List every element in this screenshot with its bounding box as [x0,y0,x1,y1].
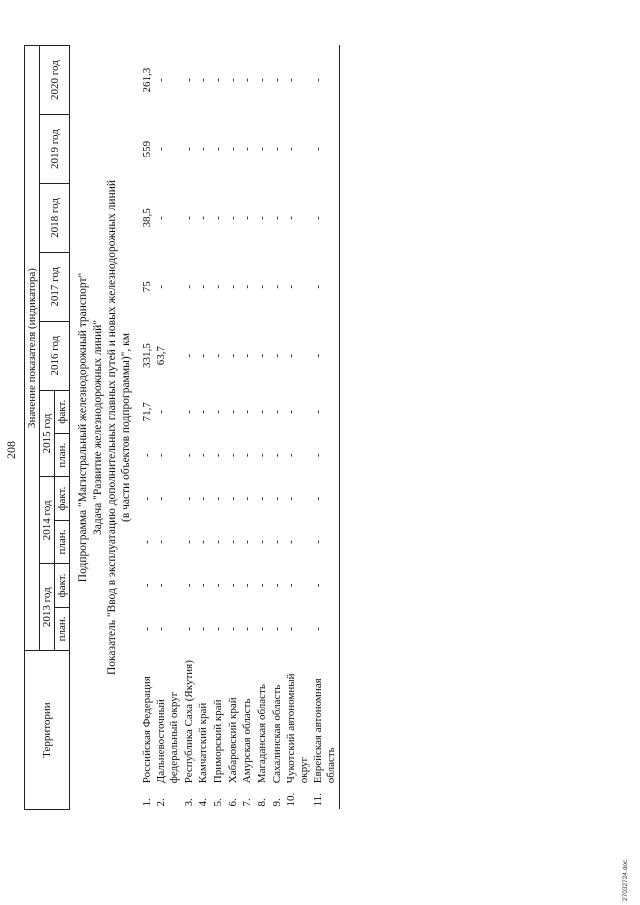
territory-name: Амурская область [241,698,254,784]
value-cell: - [182,78,195,82]
territory-name: Дальневосточный федеральный округ [155,691,181,784]
value-cell: - [226,627,239,631]
fact-header: факт. [55,564,70,607]
year-header-2015: 2015 год [40,390,55,477]
value-cell: - [270,409,283,414]
value-cell: - [197,147,210,151]
plan-header: план. [55,607,70,650]
table-row [154,46,181,810]
value-cell: - [285,284,298,289]
value-cell: - [270,147,283,151]
value-cell: - [211,453,224,458]
value-cell: - [285,78,298,82]
table-row [255,46,270,810]
value-cell: - [226,496,239,501]
table-row [182,46,197,810]
value-cell: - [226,409,239,414]
value-cell: 63,7 [155,346,168,366]
row-number: 8. [255,798,268,807]
value-cell: - [197,627,210,631]
value-cell: - [226,540,239,544]
value-cell: - [155,147,168,151]
value-cell: - [270,627,283,631]
value-cell: - [255,496,268,501]
fact-header: факт. [55,390,70,433]
value-cell: - [255,409,268,414]
value-cell: - [197,409,210,414]
value-cell: - [211,496,224,501]
value-cell: - [255,216,268,220]
value-cell: - [182,409,195,414]
value-cell: - [312,147,325,151]
value-cell: - [211,583,224,588]
value-cell: - [270,453,283,458]
value-cell: - [285,453,298,458]
value-cell: - [211,540,224,544]
value-cell: - [270,284,283,289]
value-cell: - [255,284,268,289]
value-cell: - [155,216,168,220]
value-cell: - [226,78,239,82]
row-number: 3. [182,798,195,807]
year-header-2019: 2019 год [40,115,70,184]
value-cell: - [226,453,239,458]
value-cell: - [140,453,153,458]
value-cell: - [241,409,254,414]
value-cell: - [241,496,254,501]
value-cell: - [241,284,254,289]
value-cell: - [270,540,283,544]
value-cell: - [241,78,254,82]
value-cell: - [182,540,195,544]
row-number: 10. [285,792,298,807]
value-cell: - [197,453,210,458]
table-bottom-rule [339,46,344,810]
value-cell: - [255,627,268,631]
value-cell: - [241,216,254,220]
value-cell: - [241,353,254,358]
value-cell: - [241,540,254,544]
subprogram-title: Подпрограмма "Магистральный железнодорожный транспорт" [77,272,90,583]
value-cell: - [226,147,239,151]
value-cell: - [211,353,224,358]
value-cell: - [155,78,168,82]
indicator-value-header: Значение показателя (индикатора) [25,46,40,651]
value-cell: - [155,540,168,544]
value-cell: - [197,284,210,289]
value-cell: - [241,627,254,631]
year-header-2020: 2020 год [40,46,70,115]
value-cell: 71,7 [140,402,153,422]
value-cell: - [285,627,298,631]
table-row [211,46,226,810]
value-cell: - [255,78,268,82]
row-number: 4. [197,798,210,807]
value-cell: - [155,496,168,501]
value-cell: 261,3 [140,67,153,93]
value-cell: 75 [140,281,153,293]
value-cell: - [211,627,224,631]
indicator-title-line1: Показатель "Ввод в эксплуатацию дополнительных главных путей и новых железнодорожных линий [106,179,119,676]
row-number: 2. [155,798,168,807]
value-cell: - [255,583,268,588]
value-cell: - [155,583,168,588]
value-cell: - [312,353,325,358]
table-row [270,46,285,810]
value-cell: - [182,216,195,220]
value-cell: - [211,78,224,82]
value-cell: - [197,353,210,358]
territory-name: Камчатский край [197,702,210,784]
year-header-2013: 2013 год [40,564,55,651]
row-number: 7. [241,798,254,807]
value-cell: - [312,583,325,588]
value-cell: - [285,409,298,414]
value-cell: - [226,583,239,588]
value-cell: - [211,284,224,289]
table-row [140,46,155,810]
document-id: 27032724.doc [622,859,629,901]
value-cell: - [270,496,283,501]
value-cell: - [155,409,168,414]
value-cell: - [312,627,325,631]
row-number: 5. [211,798,224,807]
territory-name: Чукотский автономный округ [285,673,310,784]
value-cell: - [255,147,268,151]
year-header-2016: 2016 год [40,321,70,390]
task-title: Задача "Развитие железнодорожных линий" [91,320,104,535]
table-row [226,46,241,810]
territory-name: Российская Федерация [140,676,153,784]
value-cell: - [285,353,298,358]
value-cell: - [140,583,153,588]
value-cell: - [226,284,239,289]
value-cell: - [182,627,195,631]
value-cell: - [182,284,195,289]
value-cell: - [182,147,195,151]
row-number: 1. [140,798,153,807]
value-cell: - [285,583,298,588]
value-cell: - [255,353,268,358]
page-number: 208 [4,441,18,459]
value-cell: - [155,284,168,289]
value-cell: - [270,353,283,358]
value-cell: - [155,453,168,458]
value-cell: - [155,627,168,631]
value-cell: - [211,147,224,151]
row-number: 9. [270,798,283,807]
value-cell: - [312,216,325,220]
value-cell: - [270,216,283,220]
value-cell: - [182,453,195,458]
value-cell: - [197,216,210,220]
value-cell: - [312,453,325,458]
plan-header: план. [55,520,70,563]
value-cell: - [140,540,153,544]
value-cell: - [226,216,239,220]
value-cell: - [197,583,210,588]
value-cell: - [255,540,268,544]
territory-name: Республика Саха (Якутия) [182,660,195,784]
value-cell: - [226,353,239,358]
value-cell: - [285,540,298,544]
indicator-title-line2: (в части объектов подпрограммы)", км [120,333,133,522]
value-cell: - [197,540,210,544]
value-cell: - [241,583,254,588]
value-cell: - [312,496,325,501]
value-cell: - [312,284,325,289]
value-cell: 559 [140,140,153,158]
value-cell: - [270,583,283,588]
value-cell: - [285,216,298,220]
value-cell: - [241,147,254,151]
year-header-2014: 2014 год [40,477,55,564]
territory-name: Еврейская автономная область [312,678,338,784]
value-cell: - [182,583,195,588]
value-cell: - [312,78,325,82]
table-body [70,46,339,810]
table-row [284,46,311,810]
year-header-2018: 2018 год [40,183,70,252]
value-cell: - [312,409,325,414]
row-number: 11. [312,793,325,807]
fact-header: факт. [55,477,70,520]
table-row [240,46,255,810]
territory-name: Магаданская область [255,684,268,784]
value-cell: - [182,496,195,501]
value-cell: - [312,540,325,544]
value-cell: 331,5 [140,343,153,369]
value-cell: - [140,496,153,501]
value-cell: - [270,78,283,82]
value-cell: - [197,496,210,501]
table-row [196,46,211,810]
value-cell: - [182,353,195,358]
value-cell: - [285,496,298,501]
value-cell: - [255,453,268,458]
value-cell: - [211,409,224,414]
value-cell: - [140,627,153,631]
row-number: 6. [226,798,239,807]
value-cell: - [197,78,210,82]
value-cell: 38,5 [140,208,153,228]
value-cell: - [211,216,224,220]
year-header-2017: 2017 год [40,252,70,321]
value-cell: - [241,453,254,458]
territory-name: Хабаровский край [226,697,239,784]
value-cell: - [285,147,298,151]
indicator-table [24,45,344,810]
territory-name: Приморский край [211,699,224,784]
territory-name: Сахалинская область [270,684,283,784]
plan-header: план. [55,433,70,476]
territory-header: Территории [25,651,70,810]
table-row [311,46,339,810]
